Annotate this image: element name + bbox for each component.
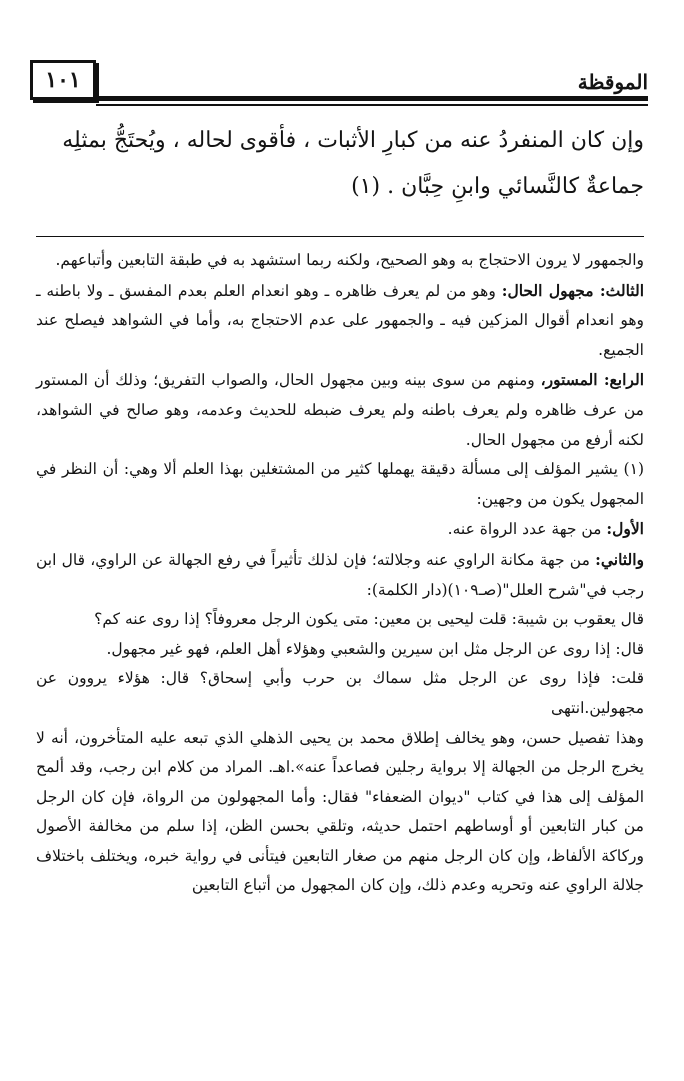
- footnote-paragraph: [36, 724, 644, 902]
- footnote-paragraph: [36, 276, 644, 366]
- header-rule-thick: [96, 96, 648, 101]
- footnote-text: وهو من لم يعرف ظاهره ـ وهو انعدام العلم بعدم المفسق ـ ولا باطنه ـ وهو انعدام أقوال المزكين فيه ـ والجمهور على عدم الاحتجاج به، وأما في الشواهد فيصلح عند الجميع.: [36, 281, 644, 359]
- footnote-paragraph: [36, 605, 644, 635]
- footnote-text: وهذا تفصيل حسن، وهو يخالف إطلاق محمد بن يحيى الذهلي الذي تبعه عليه المتأخرون، أنه لا يخرج الرجل من الجهالة إلا برواية رجلين فصاعداً عنه».اهـ. المراد من كلام ابن رجب، وقد ألمح المؤلف إلى هذا في كتاب "ديوان الضعفاء" فقال: وأما المجهولون من الرواة، فإن كان الرجل من كبار التابعين أو أوساطهم احتمل حديثه، وتلقي بحسن الظن، إذا سلم من مخالفة الأصول وركاكة الألفاظ، وإن كان الرجل منهم من صغار التابعين فيتأنى في رواية خبره، ويختلف باختلاف جلالة الراوي عنه وتحريه وعدم ذلك، وإن كان المجهول من أتباع التابعين: [36, 728, 644, 895]
- page-number: ١٠١: [30, 60, 96, 100]
- footnotes: [36, 246, 644, 901]
- footnote-text: (١) يشير المؤلف إلى مسألة دقيقة يهملها كثير من المشتغلين بهذا العلم ألا وهي: أن النظر في المجهول يكون من وجهين:: [36, 460, 644, 508]
- footnote-text: من جهة مكانة الراوي عنه وجلالته؛ فإن لذلك تأثيراً في رفع الجهالة عن الراوي، قال ابن رجب في"شرح العلل"(صـ١٠٩)(دار الكلمة):: [36, 550, 644, 599]
- footnote-text: قلت: فإذا روى عن الرجل مثل سماك بن حرب وأبي إسحاق؟ قال: هؤلاء يروون عن مجهولين.انتهى: [36, 669, 644, 717]
- footnote-paragraph: [36, 545, 644, 605]
- footnote-lead: الثالث: مجهول الحال:: [501, 280, 645, 300]
- footnote-paragraph: [36, 455, 644, 514]
- footnote-paragraph: [36, 635, 644, 665]
- footnote-separator: [36, 236, 644, 237]
- main-line: جماعةٌ كالنَّسائي وابنِ حِبَّان . (١): [351, 174, 644, 199]
- footnote-lead: والثاني:: [595, 549, 644, 569]
- header-rule-thin: [96, 104, 648, 106]
- footnote-paragraph: [36, 664, 644, 723]
- book-title: الموقظة: [577, 70, 648, 94]
- main-text: [40, 118, 644, 210]
- footnote-text: من جهة عدد الرواة عنه.: [447, 520, 607, 539]
- footnote-text: والجمهور لا يرون الاحتجاج به وهو الصحيح، ولكنه ربما استشهد به في طبقة التابعين وأتباعهم.: [55, 251, 644, 269]
- main-line: وإن كان المنفردُ عنه من كبارِ الأثبات ، فأقوى لحاله ، ويُحتَجُّ بمثلِه: [62, 128, 644, 153]
- footnote-paragraph: [36, 514, 644, 545]
- footnote-paragraph: [36, 365, 644, 455]
- footnote-text: ومنهم من سوى بينه وبين مجهول الحال، والصواب التفريق؛ وذلك أن المستور من عرف ظاهره ولم يعرف باطنه ولم يعرف ضبطه للحديث وعدمه، وهو صالح في الشواهد، لكنه أرفع من مجهول الحال.: [36, 371, 644, 449]
- footnote-lead: الأول:: [606, 519, 644, 539]
- footnote-text: قال يعقوب بن شيبة: قلت ليحيى بن معين: متى يكون الرجل معروفاً؟ إذا روى عنه كم؟: [94, 610, 644, 629]
- footnote-lead: الرابع: المستور،: [540, 370, 644, 390]
- page-header: [30, 60, 648, 106]
- footnote-paragraph: [36, 246, 644, 276]
- footnote-text: قال: إذا روى عن الرجل مثل ابن سيرين والشعبي وهؤلاء أهل العلم، فهو غير مجهول.: [106, 639, 644, 658]
